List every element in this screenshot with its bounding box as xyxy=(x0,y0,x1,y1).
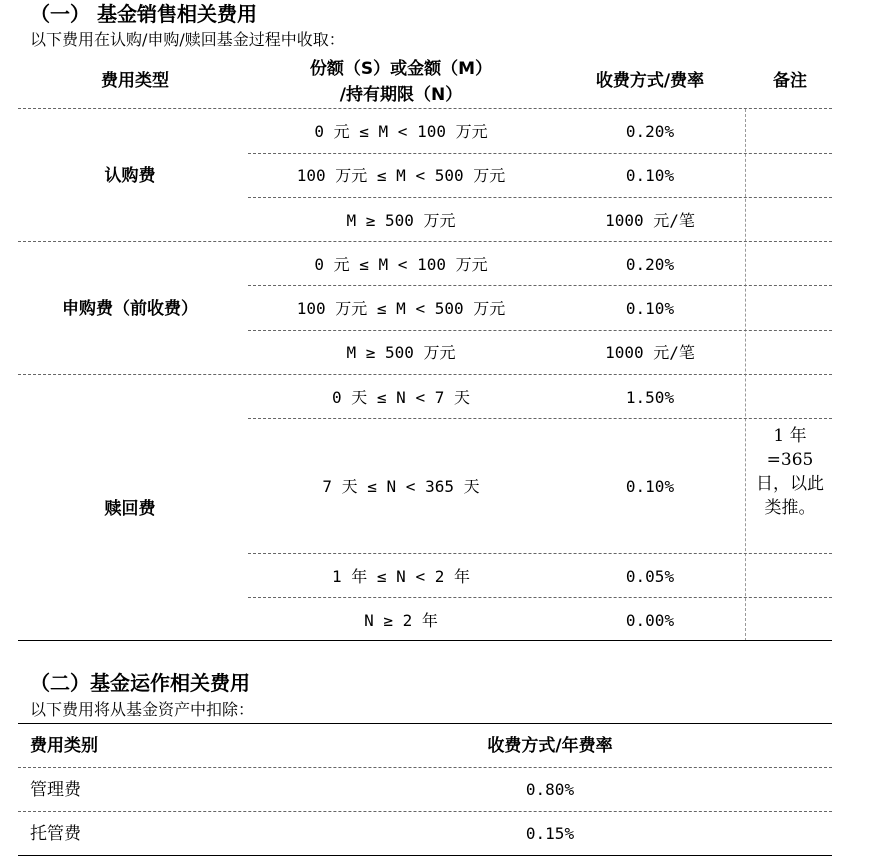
row-divider xyxy=(248,285,832,286)
section1-title: （一） 基金销售相关费用 xyxy=(30,2,257,26)
group-subscription-name: 认购费 xyxy=(104,166,156,186)
row-divider xyxy=(248,330,832,331)
redemption-rate-2: 0.10% xyxy=(625,477,675,496)
group-divider xyxy=(18,374,832,375)
redemption-range-2: 7 天 ≤ N < 365 天 xyxy=(322,477,480,496)
header-range-line1: 份额（S）或金额（M） xyxy=(309,59,493,79)
subscription-rate-1: 0.20% xyxy=(625,122,675,141)
purchase-rate-3: 1000 元/笔 xyxy=(605,343,695,362)
section1-subtitle: 以下费用在认购/申购/赎回基金过程中收取： xyxy=(30,30,345,49)
row-divider xyxy=(248,597,832,598)
row-divider xyxy=(18,811,832,812)
row-divider xyxy=(248,153,832,154)
redemption-rate-3: 0.05% xyxy=(625,567,675,586)
subscription-range-1: 0 元 ≤ M < 100 万元 xyxy=(314,122,488,141)
group-redemption-name: 赎回费 xyxy=(104,499,156,519)
purchase-rate-1: 0.20% xyxy=(625,255,675,274)
redemption-rate-4: 0.00% xyxy=(625,611,675,630)
redemption-rate-1: 1.50% xyxy=(625,388,675,407)
table2-bottom-border xyxy=(18,855,832,856)
table2-top-border xyxy=(18,723,832,724)
header-note: 备注 xyxy=(773,71,807,91)
table1-bottom-border xyxy=(18,640,832,641)
header-divider xyxy=(18,108,832,109)
header-category: 费用类别 xyxy=(30,736,98,756)
subscription-rate-2: 0.10% xyxy=(625,166,675,185)
row-divider xyxy=(248,418,832,419)
row-divider xyxy=(248,553,832,554)
purchase-range-3: M ≥ 500 万元 xyxy=(346,343,456,362)
header-rate: 收费方式/费率 xyxy=(595,71,705,91)
purchase-rate-2: 0.10% xyxy=(625,299,675,318)
header-range-line2: /持有期限（N） xyxy=(339,85,463,105)
redemption-range-1: 0 天 ≤ N < 7 天 xyxy=(332,388,470,407)
purchase-range-2: 100 万元 ≤ M < 500 万元 xyxy=(296,299,506,318)
row-divider xyxy=(18,767,832,768)
fee-management-label: 管理费 xyxy=(30,780,81,800)
redemption-range-3: 1 年 ≤ N < 2 年 xyxy=(332,567,470,586)
fee-custody-rate: 0.15% xyxy=(525,824,575,843)
note-column-divider xyxy=(745,109,746,641)
fee-custody-label: 托管费 xyxy=(30,824,81,844)
section2-title: （二）基金运作相关费用 xyxy=(30,671,250,695)
row-divider xyxy=(248,197,832,198)
header-fee-type: 费用类型 xyxy=(101,71,169,91)
redemption-note: 1 年 =365 日，以此类推。 xyxy=(756,426,824,518)
subscription-range-3: M ≥ 500 万元 xyxy=(346,211,456,230)
group-purchase-name: 申购费（前收费） xyxy=(62,299,198,319)
subscription-range-2: 100 万元 ≤ M < 500 万元 xyxy=(296,166,506,185)
fee-management-rate: 0.80% xyxy=(525,780,575,799)
header-annual-rate: 收费方式/年费率 xyxy=(487,736,613,756)
redemption-range-4: N ≥ 2 年 xyxy=(364,611,438,630)
section2-subtitle: 以下费用将从基金资产中扣除： xyxy=(30,700,255,719)
group-divider xyxy=(18,241,832,242)
purchase-range-1: 0 元 ≤ M < 100 万元 xyxy=(314,255,488,274)
subscription-rate-3: 1000 元/笔 xyxy=(605,211,695,230)
